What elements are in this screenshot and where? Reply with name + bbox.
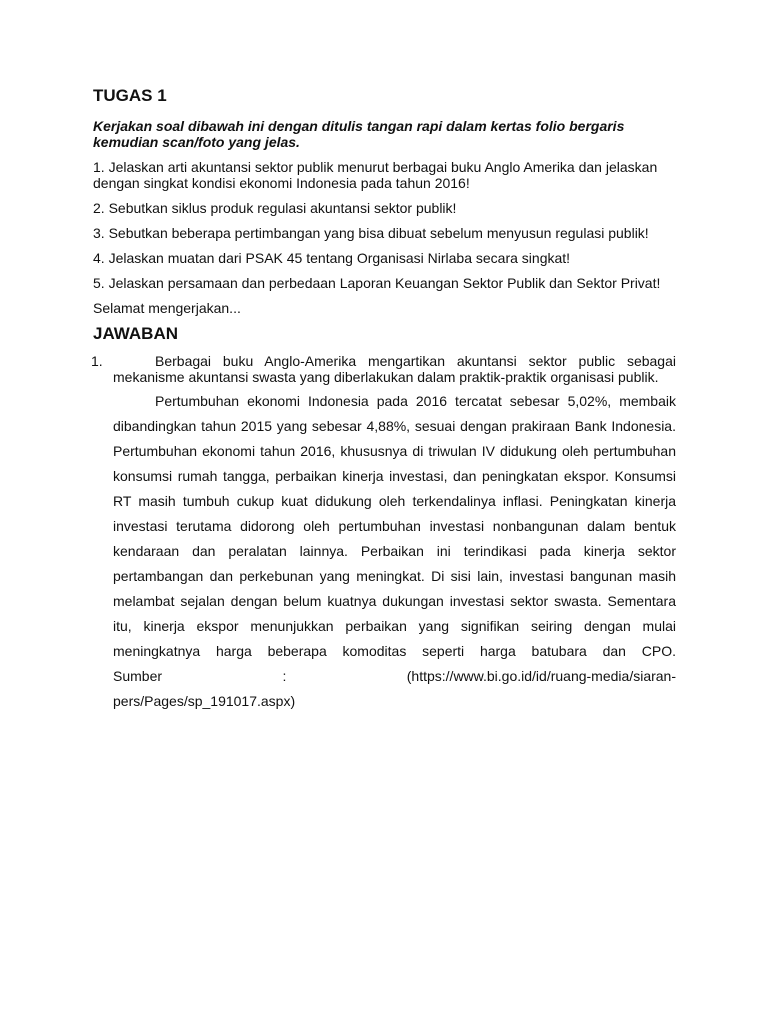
- source-colon: :: [282, 668, 287, 684]
- answer-second-paragraph: Pertumbuhan ekonomi Indonesia pada 2016 tercatat sebesar 5,02%, membaik dibandingkan tahun 2015 yang sebesar 4,88%, sesuai dengan prakiraan Bank Indonesia. Pertumbuhan ekonomi tahun 2016, khususnya di triwulan IV didukung oleh pertumbuhan konsumsi rumah tangga, perbaikan kinerja investasi, dan peningkatan ekspor. Konsumsi RT masih tumbuh cukup kuat didukung oleh terkendalinya inflasi. Peningkatan kinerja investasi terutama didorong oleh pertumbuhan investasi nonbangunan dalam bentuk kendaraan dan peralatan lainnya. Perbaikan ini terindikasi pada kinerja sektor pertambangan dan perkebunan yang meningkat. Di sisi lain, investasi bangunan masih melambat sejalan dengan belum kuatnya dukungan investasi sektor swasta. Sementara itu, kinerja ekspor menunjukkan perbaikan yang signifikan seiring dengan mulai meningkatnya harga beberapa komoditas seperti harga batubara dan CPO.: [113, 393, 676, 659]
- question-1: 1. Jelaskan arti akuntansi sektor publik menurut berbagai buku Anglo Amerika dan jelaskan dengan singkat kondisi ekonomi Indonesia pada tahun 2016!: [93, 159, 658, 191]
- answer-title: JAWABAN: [93, 324, 179, 343]
- source-url-end: pers/Pages/sp_191017.aspx): [113, 693, 296, 709]
- question-4: 4. Jelaskan muatan dari PSAK 45 tentang Organisasi Nirlaba secara singkat!: [93, 250, 571, 266]
- source-url-start: (https://www.bi.go.id/id/ruang-media/siaran-: [406, 668, 676, 684]
- question-3: 3. Sebutkan beberapa pertimbangan yang bisa dibuat sebelum menyusun regulasi publik!: [93, 225, 649, 241]
- question-2: 2. Sebutkan siklus produk regulasi akuntansi sektor publik!: [93, 200, 457, 216]
- instruction-text: Kerjakan soal dibawah ini dengan ditulis tangan rapi dalam kertas folio bergaris kemudian scan/foto yang jelas.: [93, 118, 625, 150]
- page-title: TUGAS 1: [93, 86, 167, 105]
- question-5: 5. Jelaskan persamaan dan perbedaan Laporan Keuangan Sektor Publik dan Sektor Privat!: [93, 275, 661, 291]
- answer-number: 1.: [91, 353, 103, 369]
- answer-item-1: [93, 353, 676, 714]
- source-line: [113, 664, 676, 689]
- document-page: [93, 86, 676, 714]
- closing-text: Selamat mengerjakan...: [93, 300, 241, 316]
- source-label: Sumber: [113, 668, 163, 684]
- answer-first-paragraph: Berbagai buku Anglo-Amerika mengartikan akuntansi sektor public sebagai mekanisme akuntansi swasta yang diberlakukan dalam praktik-praktik organisasi publik.: [113, 353, 676, 385]
